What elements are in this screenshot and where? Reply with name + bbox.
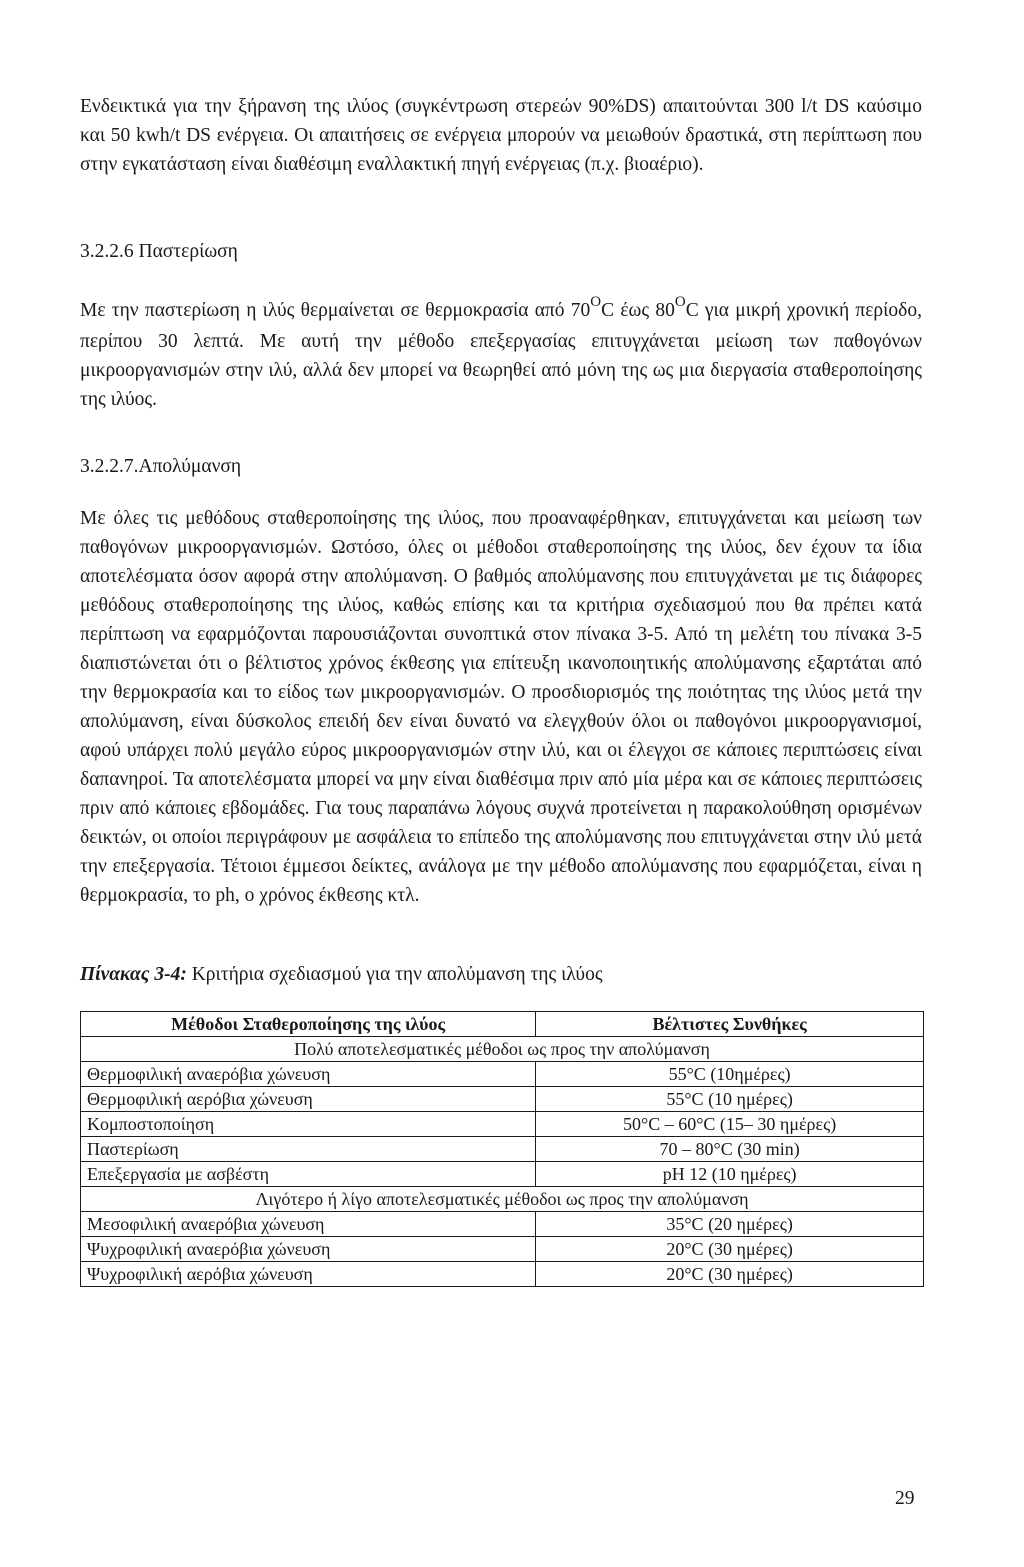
table-cell-conditions: 70 – 80°C (30 min) (536, 1137, 924, 1162)
table-cell-method: Παστερίωση (81, 1137, 536, 1162)
table-caption-label: Πίνακας 3-4: (80, 964, 187, 985)
table-row (81, 1137, 924, 1162)
degree-marker: O (590, 294, 602, 310)
paragraph-pasteurization-part1: Με την παστερίωση η ιλύς θερμαίνεται σε θερμοκρασία από 70 (80, 300, 591, 321)
table-cell-method: Ψυχροφιλική αερόβια χώνευση (81, 1262, 536, 1287)
table-cell-conditions: 50°C – 60°C (15– 30 ημέρες) (536, 1112, 924, 1137)
table-cell-method: Ψυχροφιλική αναερόβια χώνευση (81, 1237, 536, 1262)
table-section-label: Λιγότερο ή λίγο αποτελεσματικές μέθοδοι ως προς την απολύμανση (81, 1187, 924, 1212)
table-section-label: Πολύ αποτελεσματικές μέθοδοι ως προς την απολύμανση (81, 1037, 924, 1062)
table-cell-method: Μεσοφιλική αναερόβια χώνευση (81, 1212, 536, 1237)
paragraph-pasteurization-part2: C έως 80 (601, 300, 675, 321)
table-header-conditions: Βέλτιστες Συνθήκες (536, 1012, 924, 1037)
table-cell-conditions: 20°C (30 ημέρες) (536, 1262, 924, 1287)
paragraph-disinfection: Με όλες τις μεθόδους σταθεροποίησης της ιλύος, που προαναφέρθηκαν, επιτυγχάνεται και μείωση των παθογόνων μικροοργανισμών. Ωστόσο, όλες οι μέθοδοι σταθεροποίησης της ιλύος, δεν έχουν τα ίδια αποτελέσματα όσον αφορά στην απολύμανση. Ο βαθμός απολύμανσης που επιτυγχάνεται με τις διάφορες μεθόδους σταθεροποίησης της ιλύος, καθώς επίσης και τα κριτήρια σχεδιασμού που θα πρέπει κατά περίπτωση να εφαρμόζονται παρουσιάζονται συνοπτικά στον πίνακα 3-5. Από τη μελέτη του πίνακα 3-5 διαπιστώνεται ότι ο βέλτιστος χρόνος έκθεσης για επίτευξη ικανοποιητικής απολύμανσης εξαρτάται από την θερμοκρασία και το είδος των μικροοργανισμών. Ο προσδιορισμός της ποιότητας της ιλύος μετά την απολύμανση, είναι δύσκολος επειδή δεν είναι δυνατό να ελεγχθούν όλοι οι παθογόνοι μικροοργανισμοί, αφού υπάρχει πολύ μεγάλο εύρος μικροοργανισμών στην ιλύ, και οι έλεγχοι σε κάποιες περιπτώσεις είναι δαπανηροί. Τα αποτελέσματα μπορεί να μην είναι διαθέσιμα πριν από μία μέρα και σε κάποιες περιπτώσεις πριν από κάποιες εβδομάδες. Για τους παραπάνω λόγους συχνά προτείνεται η παρακολούθηση ορισμένων δεικτών, οι οποίοι περιγράφουν με ασφάλεια το επίπεδο της απολύμανσης που επιτυγχάνεται στην ιλύ μετά την επεξεργασία. Τέτοιοι έμμεσοι δείκτες, ανάλογα με την μέθοδο απολύμανσης που εφαρμόζεται, είναι η θερμοκρασία, το ph, ο χρόνος έκθεσης κτλ. (80, 508, 922, 906)
table-cell-method: Θερμοφιλική αερόβια χώνευση (81, 1087, 536, 1112)
heading-pasteurization: 3.2.2.6 Παστερίωση (80, 241, 238, 262)
table-row (81, 1087, 924, 1112)
table-row (81, 1237, 924, 1262)
table-section-row (81, 1037, 924, 1062)
table-row (81, 1162, 924, 1187)
document-page (80, 92, 922, 1287)
table-caption-text: Κριτήρια σχεδιασμού για την απολύμανση της ιλύος (186, 964, 603, 985)
table-header-row (81, 1012, 924, 1037)
paragraph-pasteurization (80, 296, 922, 414)
table-row (81, 1112, 924, 1137)
page-number: 29 (895, 1488, 915, 1509)
table-row (81, 1262, 924, 1287)
table-cell-method: Επεξεργασία με ασβέστη (81, 1162, 536, 1187)
table-section-row (81, 1187, 924, 1212)
table-header-method: Μέθοδοι Σταθεροποίησης της ιλύος (81, 1012, 536, 1037)
table-cell-method: Κομποστοποίηση (81, 1112, 536, 1137)
paragraph-pasteurization-part3: C για μικρή χρονική περίοδο, περίπου 30 λεπτά. Με αυτή την μέθοδο επεξεργασίας επιτυγχάνεται μείωση των παθογόνων μικροοργανισμών στην ιλύ, αλλά δεν μπορεί να θεωρηθεί από μόνη της ως μια διεργασία σταθεροποίησης της ιλύος. (80, 300, 922, 410)
heading-disinfection: 3.2.2.7.Απολύμανση (80, 456, 242, 477)
table-row (81, 1062, 924, 1087)
table-cell-method: Θερμοφιλική αναερόβια χώνευση (81, 1062, 536, 1087)
criteria-table (80, 1011, 924, 1287)
table-cell-conditions: 20°C (30 ημέρες) (536, 1237, 924, 1262)
table-cell-conditions: 55°C (10 ημέρες) (536, 1087, 924, 1112)
paragraph-drying: Ενδεικτικά για την ξήρανση της ιλύος (συγκέντρωση στερεών 90%DS) απαιτούνται 300 l/t DS καύσιμο και 50 kwh/t DS ενέργεια. Οι απαιτήσεις σε ενέργεια μπορούν να μειωθούν δραστικά, στη περίπτωση που στην εγκατάσταση είναι διαθέσιμη εναλλακτική πηγή ενέργειας (π.χ. βιοαέριο). (80, 96, 922, 175)
table-cell-conditions: pH 12 (10 ημέρες) (536, 1162, 924, 1187)
table-cell-conditions: 55°C (10ημέρες) (536, 1062, 924, 1087)
degree-marker: O (674, 294, 686, 310)
table-caption (80, 960, 922, 989)
table-row (81, 1212, 924, 1237)
table-cell-conditions: 35°C (20 ημέρες) (536, 1212, 924, 1237)
